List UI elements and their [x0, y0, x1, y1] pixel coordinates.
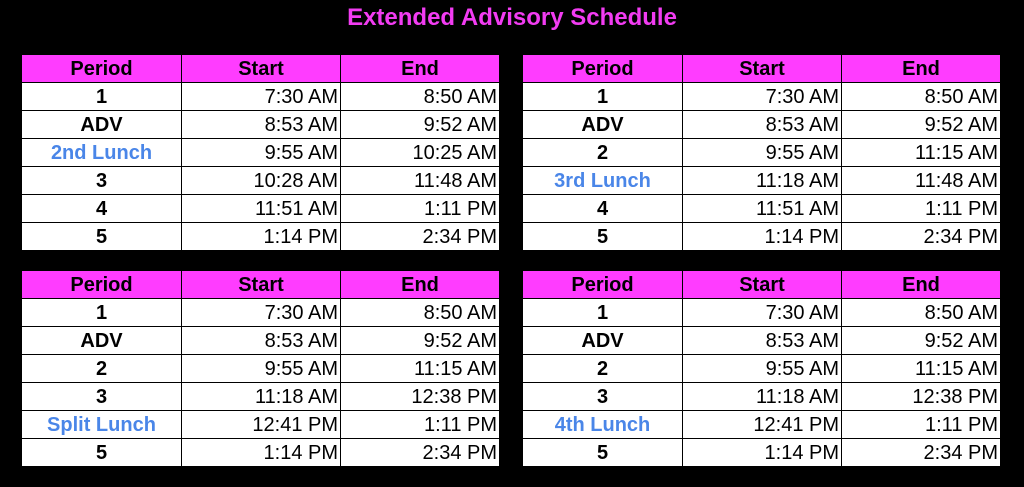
end-time-cell: 10:25 AM [341, 139, 500, 167]
table-row [22, 383, 500, 411]
start-time-cell: 11:51 AM [683, 195, 842, 223]
period-cell: 1 [22, 83, 182, 111]
table-row [22, 167, 500, 195]
start-time-cell: 11:18 AM [182, 383, 341, 411]
header-row [523, 271, 1001, 299]
start-time-cell: 10:28 AM [182, 167, 341, 195]
end-time-cell: 12:38 PM [341, 383, 500, 411]
table-row [22, 83, 500, 111]
schedule-table [522, 270, 1001, 467]
start-header: Start [182, 271, 341, 299]
period-cell: 5 [22, 223, 182, 251]
end-header: End [842, 271, 1001, 299]
table-row [523, 111, 1001, 139]
table-row [523, 83, 1001, 111]
period-cell: ADV [22, 111, 182, 139]
end-time-cell: 8:50 AM [842, 83, 1001, 111]
start-time-cell: 11:51 AM [182, 195, 341, 223]
end-time-cell: 9:52 AM [842, 327, 1001, 355]
period-cell: 1 [22, 299, 182, 327]
header-row [22, 271, 500, 299]
end-time-cell: 11:15 AM [842, 355, 1001, 383]
table-row [22, 411, 500, 439]
start-time-cell: 8:53 AM [683, 327, 842, 355]
start-time-cell: 9:55 AM [182, 355, 341, 383]
table-row [22, 111, 500, 139]
period-cell: 3 [22, 167, 182, 195]
period-cell: 1 [523, 83, 683, 111]
start-time-cell: 11:18 AM [683, 383, 842, 411]
period-cell: ADV [523, 111, 683, 139]
end-time-cell: 1:11 PM [341, 195, 500, 223]
schedule-table [21, 54, 500, 251]
end-time-cell: 1:11 PM [842, 411, 1001, 439]
table-row [523, 167, 1001, 195]
table-row [22, 223, 500, 251]
start-time-cell: 7:30 AM [683, 299, 842, 327]
table-row [523, 383, 1001, 411]
table-row [523, 139, 1001, 167]
start-header: Start [182, 55, 341, 83]
start-time-cell: 9:55 AM [683, 355, 842, 383]
period-cell: 5 [523, 439, 683, 467]
end-time-cell: 9:52 AM [842, 111, 1001, 139]
end-time-cell: 1:11 PM [842, 195, 1001, 223]
table-row [22, 327, 500, 355]
start-time-cell: 1:14 PM [683, 223, 842, 251]
start-time-cell: 7:30 AM [683, 83, 842, 111]
period-cell: 3 [22, 383, 182, 411]
end-header: End [842, 55, 1001, 83]
start-time-cell: 9:55 AM [683, 139, 842, 167]
period-header: Period [523, 55, 683, 83]
header-row [523, 55, 1001, 83]
start-time-cell: 7:30 AM [182, 83, 341, 111]
schedule-table [21, 270, 500, 467]
end-time-cell: 9:52 AM [341, 111, 500, 139]
table-row [523, 299, 1001, 327]
end-time-cell: 8:50 AM [842, 299, 1001, 327]
table-row [22, 195, 500, 223]
end-header: End [341, 55, 500, 83]
table-row [22, 355, 500, 383]
period-cell: ADV [523, 327, 683, 355]
period-cell: Split Lunch [22, 411, 182, 439]
start-header: Start [683, 55, 842, 83]
period-cell: 1 [523, 299, 683, 327]
period-cell: 4 [523, 195, 683, 223]
table-row [22, 439, 500, 467]
end-time-cell: 11:15 AM [842, 139, 1001, 167]
start-header: Start [683, 271, 842, 299]
header-row [22, 55, 500, 83]
table-row [22, 139, 500, 167]
end-time-cell: 11:48 AM [842, 167, 1001, 195]
schedule-table [522, 54, 1001, 251]
start-time-cell: 8:53 AM [683, 111, 842, 139]
start-time-cell: 1:14 PM [182, 223, 341, 251]
period-cell: 3rd Lunch [523, 167, 683, 195]
period-header: Period [22, 55, 182, 83]
start-time-cell: 1:14 PM [683, 439, 842, 467]
end-time-cell: 2:34 PM [341, 223, 500, 251]
table-row [523, 195, 1001, 223]
period-header: Period [523, 271, 683, 299]
end-header: End [341, 271, 500, 299]
table-row [523, 327, 1001, 355]
start-time-cell: 12:41 PM [683, 411, 842, 439]
period-cell: 3 [523, 383, 683, 411]
period-cell: 2 [523, 355, 683, 383]
start-time-cell: 8:53 AM [182, 111, 341, 139]
period-cell: 5 [523, 223, 683, 251]
end-time-cell: 9:52 AM [341, 327, 500, 355]
start-time-cell: 8:53 AM [182, 327, 341, 355]
end-time-cell: 8:50 AM [341, 299, 500, 327]
table-row [523, 223, 1001, 251]
end-time-cell: 2:34 PM [341, 439, 500, 467]
period-cell: 5 [22, 439, 182, 467]
end-time-cell: 12:38 PM [842, 383, 1001, 411]
start-time-cell: 7:30 AM [182, 299, 341, 327]
period-cell: 4th Lunch [523, 411, 683, 439]
table-row [22, 299, 500, 327]
period-cell: ADV [22, 327, 182, 355]
period-cell: 2 [523, 139, 683, 167]
period-header: Period [22, 271, 182, 299]
end-time-cell: 11:15 AM [341, 355, 500, 383]
table-row [523, 355, 1001, 383]
start-time-cell: 11:18 AM [683, 167, 842, 195]
period-cell: 2nd Lunch [22, 139, 182, 167]
start-time-cell: 9:55 AM [182, 139, 341, 167]
start-time-cell: 12:41 PM [182, 411, 341, 439]
period-cell: 4 [22, 195, 182, 223]
period-cell: 2 [22, 355, 182, 383]
table-row [523, 439, 1001, 467]
end-time-cell: 1:11 PM [341, 411, 500, 439]
page-title: Extended Advisory Schedule [347, 4, 677, 31]
end-time-cell: 2:34 PM [842, 223, 1001, 251]
start-time-cell: 1:14 PM [182, 439, 341, 467]
table-row [523, 411, 1001, 439]
end-time-cell: 8:50 AM [341, 83, 500, 111]
end-time-cell: 11:48 AM [341, 167, 500, 195]
end-time-cell: 2:34 PM [842, 439, 1001, 467]
